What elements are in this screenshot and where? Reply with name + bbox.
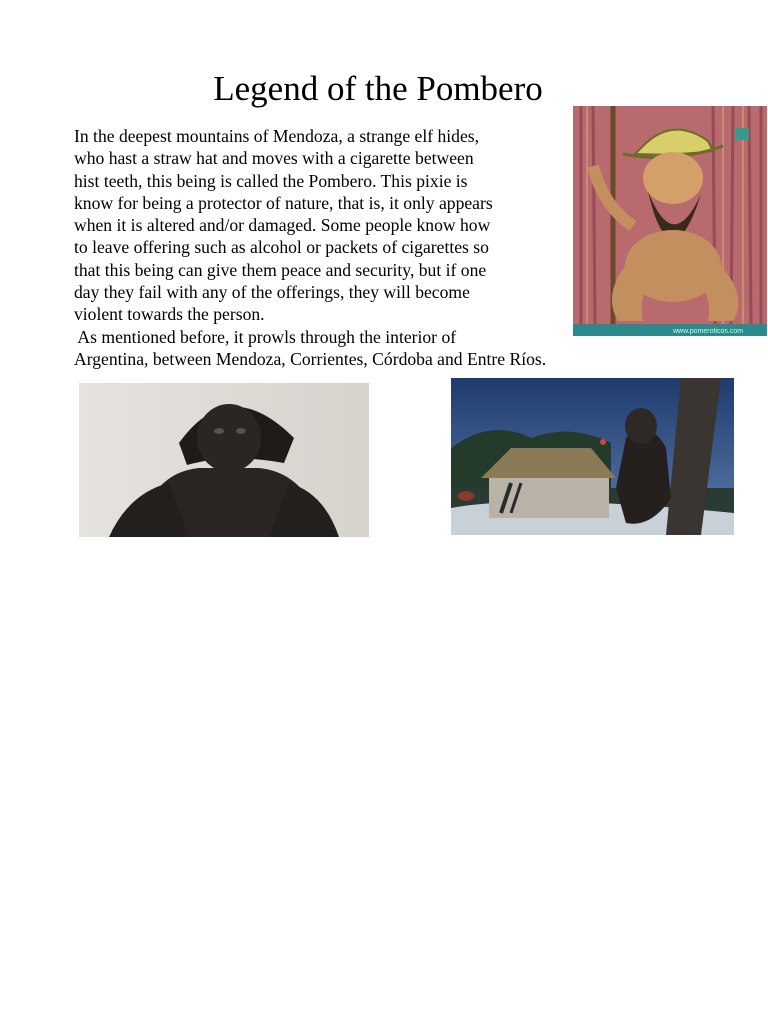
document-title: Legend of the Pombero bbox=[213, 69, 543, 108]
text-line: hist teeth, this being is called the Pombero. This pixie is bbox=[74, 170, 468, 191]
text-line: who hast a straw hat and moves with a cigarette between bbox=[74, 148, 474, 169]
paragraph-location bbox=[74, 326, 574, 371]
image-credit: www.pomeroticos.com bbox=[673, 328, 744, 335]
text-line: that this being can give them peace and security, but if one bbox=[74, 259, 487, 280]
text-line: day they fail with any of the offerings, they will become bbox=[74, 282, 470, 303]
pombero-figure-photo bbox=[79, 383, 369, 537]
text-line: Argentina, between Mendoza, Corrientes, Córdoba and Entre Ríos. bbox=[74, 349, 547, 370]
text-line: As mentioned before, it prowls through the interior of bbox=[74, 327, 457, 347]
text-line: to leave offering such as alcohol or packets of cigarettes so bbox=[74, 237, 489, 258]
pombero-hut-painting bbox=[451, 378, 734, 535]
text-line: In the deepest mountains of Mendoza, a strange elf hides, bbox=[74, 126, 480, 146]
text-line: violent towards the person. bbox=[74, 304, 265, 325]
text-line: when it is altered and/or damaged. Some people know how bbox=[74, 215, 491, 236]
pombero-illustration-image bbox=[573, 106, 767, 336]
text-line: know for being a protector of nature, that is, it only appears bbox=[74, 192, 493, 213]
paragraph-description bbox=[74, 125, 574, 326]
